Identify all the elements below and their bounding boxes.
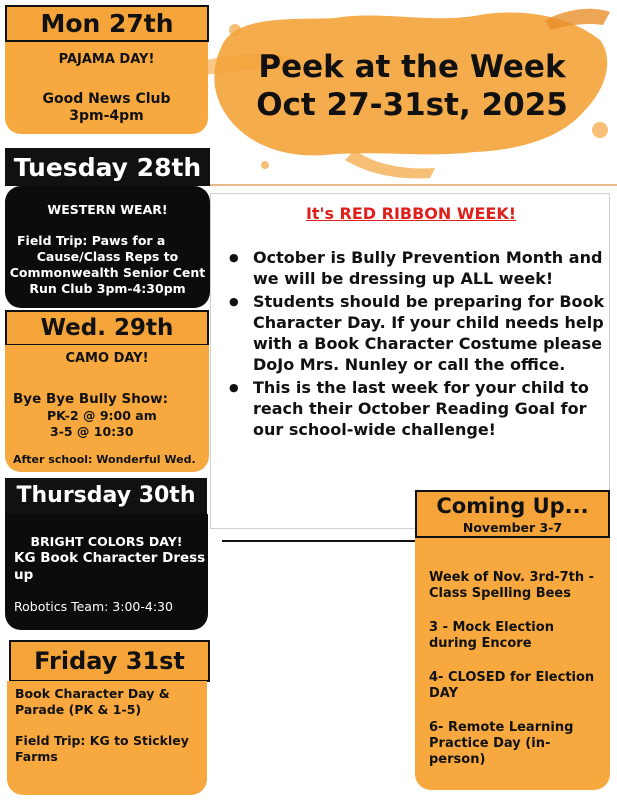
thursday-header <box>5 478 207 514</box>
coming-up-item: 4- CLOSED for Election DAY <box>429 670 595 701</box>
monday-box <box>5 42 208 134</box>
tuesday-line-4: Run Club 3pm-4:30pm <box>29 281 186 296</box>
title-divider <box>205 184 617 186</box>
tuesday-header <box>5 146 210 186</box>
coming-up-divider <box>222 540 420 542</box>
notice-bullet: ● This is the last week for your child to reach their October Reading Goal for our school-wide challenge! <box>225 377 605 440</box>
wednesday-theme: CAMO DAY! <box>65 351 149 366</box>
monday-line-1: Good News Club <box>42 91 171 107</box>
coming-up-header <box>415 490 610 538</box>
friday-header <box>9 640 210 682</box>
friday-line-2: Parade (PK & 1-5) <box>15 702 142 717</box>
title-line-2: Oct 27-31st, 2025 <box>256 87 568 123</box>
tuesday-line-3: Commonwealth Senior Cent <box>9 265 206 280</box>
coming-up-subtitle: November 3-7 <box>462 520 563 535</box>
coming-up-title: Coming Up... <box>436 494 589 518</box>
wednesday-line-2: PK-2 @ 9:00 am <box>47 408 157 423</box>
notice-bullet: ● October is Bully Prevention Month and we will be dressing up ALL week! <box>225 247 605 289</box>
monday-header <box>5 5 209 42</box>
notice-panel <box>210 193 610 529</box>
monday-header-text: Mon 27th <box>40 9 174 38</box>
wednesday-line-4: After school: Wonderful Wed. <box>13 453 196 466</box>
wednesday-line-1: Bye Bye Bully Show: <box>13 391 169 407</box>
thursday-header-text: Thursday 30th <box>16 483 196 508</box>
monday-line-2: 3pm-4pm <box>69 108 144 124</box>
wednesday-box <box>5 345 209 472</box>
friday-box <box>7 681 207 795</box>
wednesday-header-text: Wed. 29th <box>40 315 174 341</box>
page-title <box>222 48 602 124</box>
thursday-line-3: Robotics Team: 3:00-4:30 <box>14 599 173 614</box>
tuesday-box <box>5 186 210 308</box>
coming-up-box <box>415 490 610 790</box>
thursday-line-2: up <box>14 567 34 583</box>
coming-up-item: 3 - Mock Election during Encore <box>429 620 554 651</box>
thursday-box <box>5 514 208 630</box>
tuesday-header-text: Tuesday 28th <box>13 153 202 182</box>
coming-up-item: Week of Nov. 3rd-7th - Class Spelling Bees <box>429 570 595 601</box>
notice-bullet: ● Students should be preparing for Book Character Day. If your child needs help with a Book Character Costume please DoJo Mrs. Nunley or call the office. <box>225 291 605 375</box>
wednesday-header <box>5 310 209 346</box>
coming-up-item: 6- Remote Learning Practice Day (in-person) <box>429 720 574 767</box>
wednesday-line-3: 3-5 @ 10:30 <box>50 424 134 439</box>
notice-bullets <box>225 247 605 442</box>
tuesday-theme: WESTERN WEAR! <box>47 202 168 217</box>
monday-theme: PAJAMA DAY! <box>58 52 155 67</box>
title-line-1: Peek at the Week <box>258 49 566 85</box>
tuesday-line-1: Field Trip: Paws for a <box>17 233 166 248</box>
friday-line-1: Book Character Day & <box>15 686 170 701</box>
friday-header-text: Friday 31st <box>34 647 185 675</box>
friday-line-3: Field Trip: KG to Stickley <box>15 733 189 748</box>
thursday-line-1: KG Book Character Dress <box>14 550 206 566</box>
thursday-theme: BRIGHT COLORS DAY! <box>30 534 183 549</box>
friday-line-4: Farms <box>15 749 58 764</box>
tuesday-line-2: Cause/Class Reps to <box>36 249 179 264</box>
notice-heading: It's RED RIBBON WEEK! <box>305 204 517 223</box>
